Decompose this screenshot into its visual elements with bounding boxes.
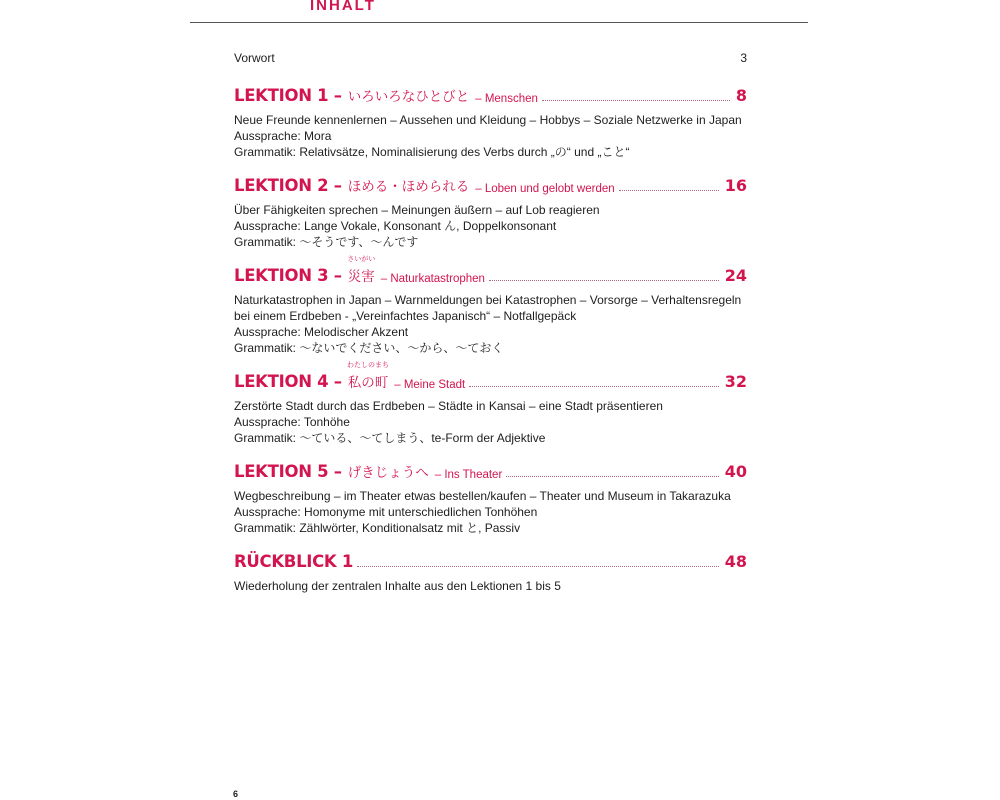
dot-leader <box>489 280 719 281</box>
lesson-japanese-title <box>346 361 389 391</box>
lesson-topics: Naturkatastrophen in Japan – Warnmeldungen bei Katastrophen – Vorsorge – Verhaltensregeln <box>234 293 742 307</box>
lesson-japanese-title: ほめる・ほめられる <box>347 179 470 195</box>
lesson-label: LEKTION 4 – <box>234 372 342 391</box>
lesson-heading <box>234 361 747 391</box>
lesson-subtitle: – Loben und gelobt werden <box>475 183 615 195</box>
lesson-heading <box>234 83 747 105</box>
dot-leader <box>619 190 719 191</box>
toc-entry-lektion-5[interactable] <box>234 459 747 536</box>
lesson-grammar: Grammatik: 〜そうです、〜んです <box>234 235 419 249</box>
header-divider <box>190 22 808 23</box>
lesson-label: LEKTION 1 – <box>234 86 342 105</box>
toc-entry-vorwort[interactable] <box>234 51 747 69</box>
lesson-description <box>234 112 747 160</box>
dot-leader <box>469 386 719 387</box>
lesson-pronunciation: Aussprache: Homonyme mit unterschiedlichen Tonhöhen <box>234 505 538 519</box>
lesson-topics: Neue Freunde kennenlernen – Aussehen und Kleidung – Hobbys – Soziale Netzwerke in Japan <box>234 113 742 127</box>
toc-heading: INHALT <box>310 0 376 14</box>
lesson-grammar: Grammatik: Relativsätze, Nominalisierung des Verbs durch „の“ und „こと“ <box>234 145 630 159</box>
lesson-description <box>234 292 747 356</box>
lesson-grammar: Grammatik: Zählwörter, Konditionalsatz mit と, Passiv <box>234 521 521 535</box>
lesson-page-number: 24 <box>724 266 747 285</box>
toc-entry-lektion-2[interactable] <box>234 173 747 250</box>
lesson-page-number: 48 <box>724 552 747 571</box>
lesson-pronunciation: Aussprache: Tonhöhe <box>234 415 350 429</box>
dot-leader <box>542 100 730 101</box>
dot-leader <box>506 476 718 477</box>
lesson-label: LEKTION 2 – <box>234 176 342 195</box>
lesson-pronunciation: Aussprache: Melodischer Akzent <box>234 325 409 339</box>
toc-entry-lektion-3[interactable] <box>234 255 747 356</box>
lesson-heading <box>234 255 747 285</box>
lesson-kanji: 災害 <box>347 269 375 285</box>
furigana-reading: さいがい <box>347 255 376 263</box>
dot-leader <box>357 566 719 567</box>
lesson-grammar: Grammatik: 〜ている、〜てしまう、te-Form der Adjektive <box>234 431 546 445</box>
lesson-description <box>234 488 747 536</box>
lesson-heading <box>234 549 747 571</box>
lesson-pronunciation: Aussprache: Mora <box>234 129 332 143</box>
lesson-japanese-title: げきじょうへ <box>347 465 429 481</box>
lesson-topics: Zerstörte Stadt durch das Erdbeben – Städte in Kansai – eine Stadt präsentieren <box>234 399 663 413</box>
lesson-kanji: 私の町 <box>347 375 389 391</box>
lesson-pronunciation: Aussprache: Lange Vokale, Konsonant ん, Doppelkonsonant <box>234 219 557 233</box>
lesson-page-number: 40 <box>724 462 747 481</box>
lesson-label: LEKTION 5 – <box>234 462 342 481</box>
lesson-topics: Wegbeschreibung – im Theater etwas bestellen/kaufen – Theater und Museum in Takarazuka <box>234 489 731 503</box>
lesson-page-number: 16 <box>724 176 747 195</box>
vorwort-label: Vorwort <box>234 51 275 65</box>
furigana-reading: わたしのまち <box>346 361 389 369</box>
toc-entry-lektion-4[interactable] <box>234 361 747 446</box>
lesson-label: LEKTION 3 – <box>234 266 342 285</box>
lesson-grammar: Grammatik: 〜ないでください、〜から、〜ておく <box>234 341 504 355</box>
review-summary: Wiederholung der zentralen Inhalte aus den Lektionen 1 bis 5 <box>234 579 561 593</box>
lesson-subtitle: – Menschen <box>475 93 538 105</box>
page-number: 6 <box>233 789 239 799</box>
lesson-heading <box>234 173 747 195</box>
vorwort-page: 3 <box>740 51 747 65</box>
toc-entry-lektion-1[interactable] <box>234 83 747 160</box>
lesson-japanese-title <box>347 255 376 285</box>
lesson-description <box>234 202 747 250</box>
lesson-label: RÜCKBLICK 1 <box>234 552 354 571</box>
lesson-page-number: 32 <box>724 372 747 391</box>
lesson-heading <box>234 459 747 481</box>
lesson-description <box>234 398 747 446</box>
lesson-subtitle: – Naturkatastrophen <box>380 273 485 285</box>
toc-entry-rueckblick-1[interactable] <box>234 549 747 594</box>
lesson-topics-continued: bei einem Erdbeben - „Vereinfachtes Japanisch“ – Notfallgepäck <box>234 309 577 323</box>
lesson-subtitle: – Meine Stadt <box>394 379 466 391</box>
lesson-japanese-title: いろいろなひとびと <box>347 89 470 105</box>
lesson-subtitle: – Ins Theater <box>434 469 503 481</box>
lesson-description <box>234 578 747 594</box>
lesson-page-number: 8 <box>735 86 747 105</box>
lesson-topics: Über Fähigkeiten sprechen – Meinungen äußern – auf Lob reagieren <box>234 203 600 217</box>
